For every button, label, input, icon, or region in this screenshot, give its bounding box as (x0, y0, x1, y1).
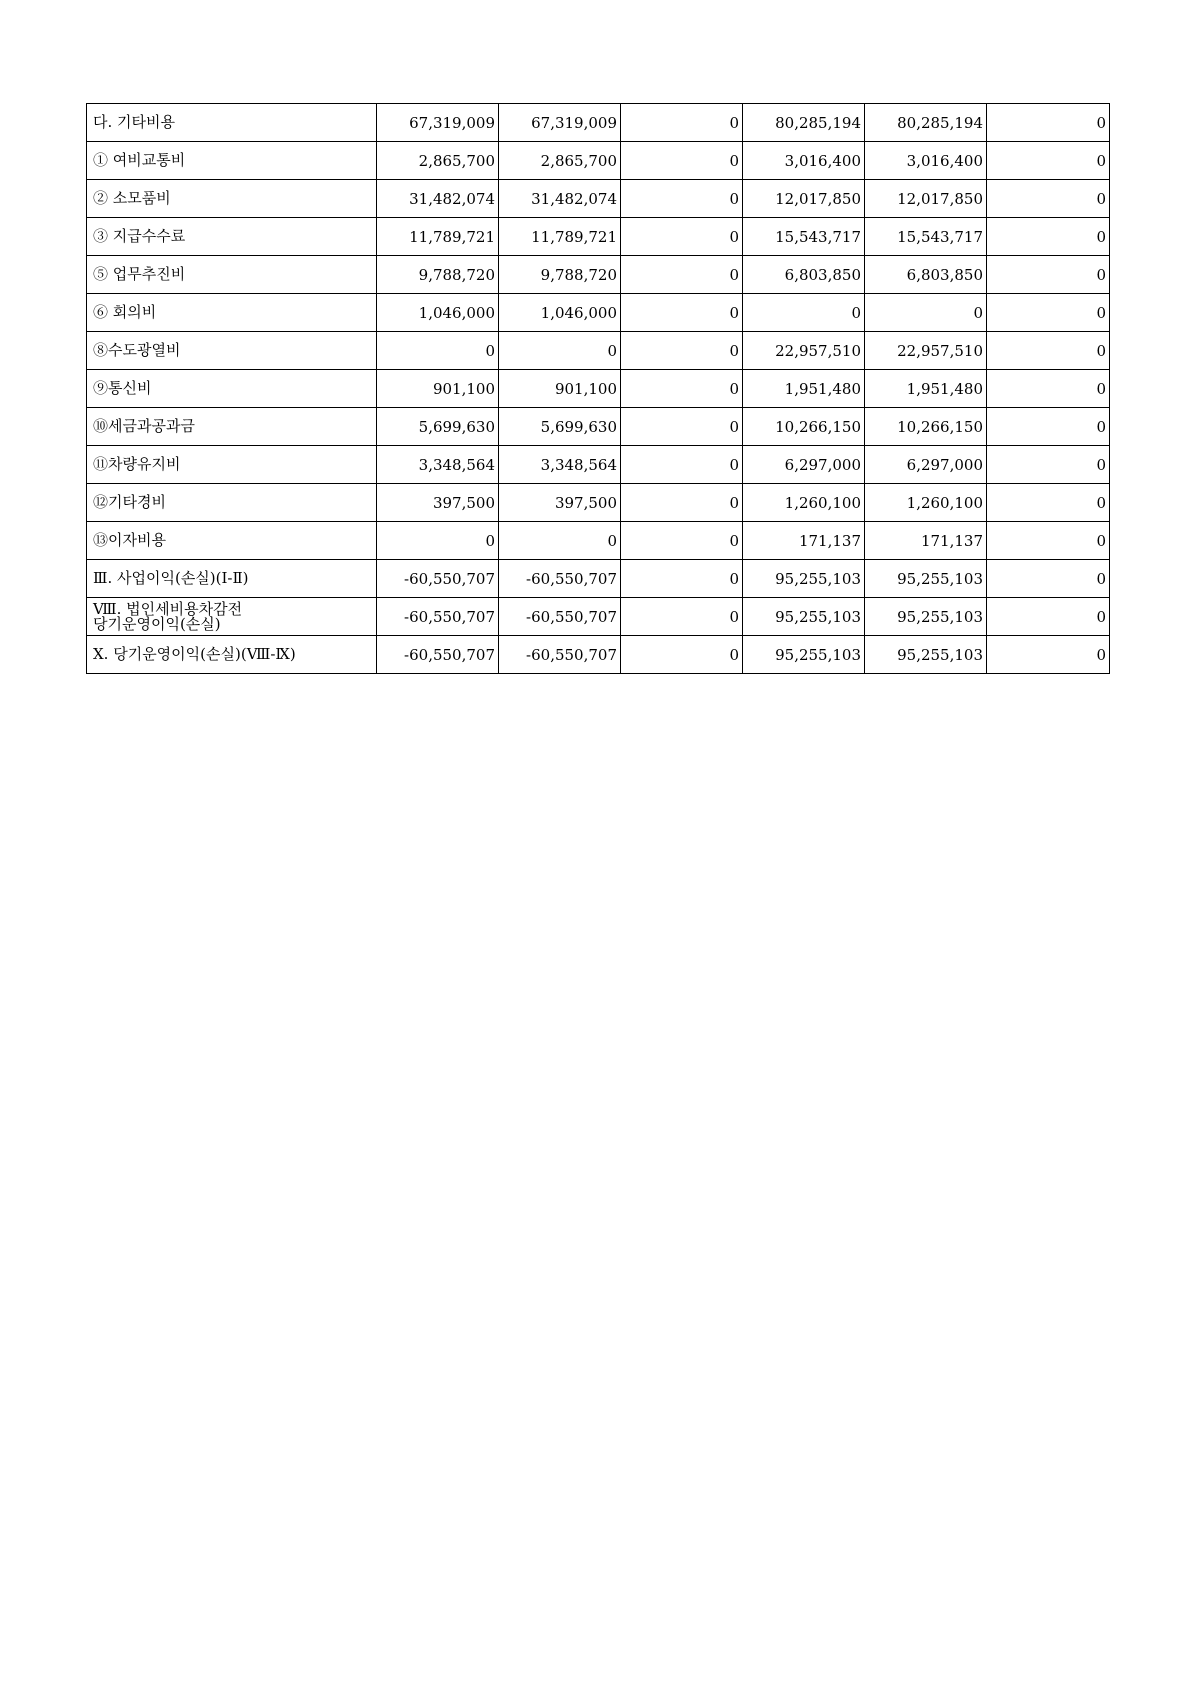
value-cell: 11,789,721 (499, 218, 621, 256)
value-cell: 9,788,720 (377, 256, 499, 294)
value-cell: 0 (621, 636, 743, 674)
value-cell: 3,348,564 (499, 446, 621, 484)
value-cell: 0 (499, 332, 621, 370)
value-cell: 1,260,100 (865, 484, 987, 522)
value-cell: 6,297,000 (743, 446, 865, 484)
value-cell: 0 (621, 256, 743, 294)
row-label-text: ⑪차량유지비 (93, 455, 181, 473)
table-row (87, 598, 1110, 636)
value-cell: 0 (987, 408, 1110, 446)
value-cell: 12,017,850 (743, 180, 865, 218)
row-label (87, 294, 377, 332)
value-cell: 6,803,850 (743, 256, 865, 294)
value-cell: 0 (987, 256, 1110, 294)
value-cell: 397,500 (499, 484, 621, 522)
value-cell: 0 (987, 104, 1110, 142)
value-cell: 0 (621, 446, 743, 484)
value-cell: 1,951,480 (743, 370, 865, 408)
value-cell: 0 (621, 370, 743, 408)
row-label (87, 142, 377, 180)
row-label (87, 218, 377, 256)
row-label (87, 636, 377, 674)
value-cell: 0 (987, 218, 1110, 256)
value-cell: 0 (987, 522, 1110, 560)
value-cell: 0 (621, 598, 743, 636)
value-cell: 5,699,630 (499, 408, 621, 446)
value-cell: 0 (987, 446, 1110, 484)
row-label (87, 408, 377, 446)
value-cell: 3,348,564 (377, 446, 499, 484)
value-cell: 0 (499, 522, 621, 560)
table-row (87, 180, 1110, 218)
table-row (87, 218, 1110, 256)
value-cell: 0 (987, 332, 1110, 370)
value-cell: 9,788,720 (499, 256, 621, 294)
row-label-text: 당기운영이익(손실) (93, 614, 221, 633)
value-cell: -60,550,707 (499, 598, 621, 636)
value-cell: 1,046,000 (377, 294, 499, 332)
value-cell: 67,319,009 (377, 104, 499, 142)
value-cell: 171,137 (743, 522, 865, 560)
value-cell: 0 (987, 180, 1110, 218)
value-cell: 10,266,150 (865, 408, 987, 446)
value-cell: 1,951,480 (865, 370, 987, 408)
table-body (87, 104, 1110, 674)
value-cell: 31,482,074 (377, 180, 499, 218)
value-cell: -60,550,707 (499, 560, 621, 598)
value-cell: 0 (743, 294, 865, 332)
value-cell: 95,255,103 (865, 560, 987, 598)
value-cell: 5,699,630 (377, 408, 499, 446)
row-label-text: 다. 기타비용 (93, 113, 175, 131)
row-label (87, 104, 377, 142)
row-label-text: ② 소모품비 (93, 189, 171, 207)
value-cell: -60,550,707 (377, 636, 499, 674)
row-label-text: ⑥ 회의비 (93, 303, 157, 321)
value-cell: 0 (621, 142, 743, 180)
value-cell: 95,255,103 (743, 560, 865, 598)
value-cell: 171,137 (865, 522, 987, 560)
value-cell: 95,255,103 (743, 636, 865, 674)
value-cell: 0 (621, 560, 743, 598)
value-cell: 0 (987, 370, 1110, 408)
table-row (87, 560, 1110, 598)
row-label (87, 446, 377, 484)
value-cell: 901,100 (377, 370, 499, 408)
table-row (87, 332, 1110, 370)
table-row (87, 256, 1110, 294)
table-row (87, 484, 1110, 522)
value-cell: 80,285,194 (865, 104, 987, 142)
row-label-text: ⑧수도광열비 (93, 341, 181, 359)
row-label-text: Ⅹ. 당기운영이익(손실)(Ⅷ-Ⅸ) (93, 645, 296, 663)
value-cell: 95,255,103 (865, 636, 987, 674)
row-label (87, 560, 377, 598)
row-label (87, 370, 377, 408)
value-cell: 80,285,194 (743, 104, 865, 142)
row-label-text: ⑬이자비용 (93, 531, 166, 549)
row-label-text: ⑨통신비 (93, 379, 152, 397)
value-cell: 0 (377, 332, 499, 370)
row-label-text: ⑤ 업무추진비 (93, 265, 186, 283)
value-cell: 3,016,400 (743, 142, 865, 180)
value-cell: 397,500 (377, 484, 499, 522)
income-statement-table (86, 103, 1110, 674)
row-label (87, 332, 377, 370)
value-cell: 3,016,400 (865, 142, 987, 180)
value-cell: 0 (987, 636, 1110, 674)
row-label (87, 598, 377, 636)
value-cell: 0 (621, 180, 743, 218)
value-cell: 6,803,850 (865, 256, 987, 294)
row-label-text: Ⅲ. 사업이익(손실)(Ⅰ-Ⅱ) (93, 569, 249, 587)
table-row (87, 522, 1110, 560)
value-cell: 2,865,700 (377, 142, 499, 180)
value-cell: 67,319,009 (499, 104, 621, 142)
value-cell: 22,957,510 (865, 332, 987, 370)
value-cell: 11,789,721 (377, 218, 499, 256)
value-cell: 31,482,074 (499, 180, 621, 218)
value-cell: 0 (621, 294, 743, 332)
row-label (87, 256, 377, 294)
value-cell: 0 (987, 560, 1110, 598)
value-cell: 12,017,850 (865, 180, 987, 218)
value-cell: 6,297,000 (865, 446, 987, 484)
row-label-text: ③ 지급수수료 (93, 227, 186, 245)
table-row (87, 408, 1110, 446)
value-cell: 95,255,103 (865, 598, 987, 636)
value-cell: 1,260,100 (743, 484, 865, 522)
row-label-text: ⑫기타경비 (93, 493, 166, 511)
table-row (87, 446, 1110, 484)
row-label (87, 180, 377, 218)
row-label-text: ⑩세금과공과금 (93, 417, 195, 435)
value-cell: 15,543,717 (743, 218, 865, 256)
value-cell: 95,255,103 (743, 598, 865, 636)
value-cell: -60,550,707 (377, 560, 499, 598)
value-cell: 10,266,150 (743, 408, 865, 446)
table-row (87, 142, 1110, 180)
value-cell: 1,046,000 (499, 294, 621, 332)
row-label-text: Ⅷ. 법인세비용차감전 (93, 599, 243, 618)
value-cell: 22,957,510 (743, 332, 865, 370)
value-cell: 0 (987, 142, 1110, 180)
value-cell: 2,865,700 (499, 142, 621, 180)
row-label-text: ① 여비교통비 (93, 151, 186, 169)
value-cell: 0 (621, 218, 743, 256)
value-cell: 0 (621, 408, 743, 446)
value-cell: 0 (987, 484, 1110, 522)
value-cell: 15,543,717 (865, 218, 987, 256)
row-label (87, 484, 377, 522)
table-row (87, 294, 1110, 332)
value-cell: 901,100 (499, 370, 621, 408)
value-cell: 0 (987, 294, 1110, 332)
row-label (87, 522, 377, 560)
table-row (87, 370, 1110, 408)
value-cell: 0 (865, 294, 987, 332)
value-cell: 0 (621, 522, 743, 560)
value-cell: 0 (621, 104, 743, 142)
table-row (87, 104, 1110, 142)
value-cell: 0 (377, 522, 499, 560)
value-cell: -60,550,707 (499, 636, 621, 674)
value-cell: -60,550,707 (377, 598, 499, 636)
table-row (87, 636, 1110, 674)
value-cell: 0 (987, 598, 1110, 636)
value-cell: 0 (621, 484, 743, 522)
value-cell: 0 (621, 332, 743, 370)
